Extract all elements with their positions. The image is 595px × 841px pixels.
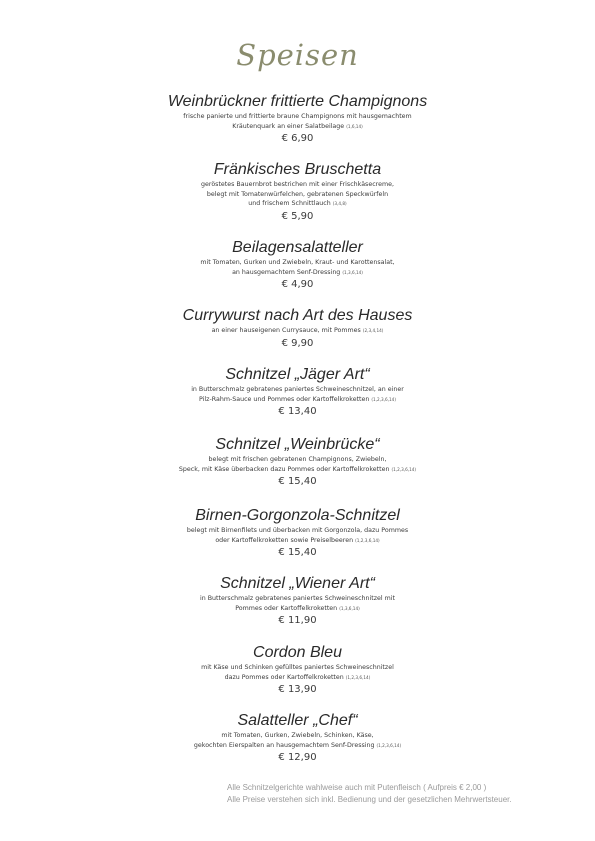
description-text: an hausgemachtem Senf-Dressing bbox=[232, 268, 341, 276]
description-line bbox=[0, 741, 595, 751]
description-line bbox=[0, 465, 595, 475]
dish-name: Schnitzel „Jäger Art“ bbox=[225, 366, 370, 383]
description-line bbox=[0, 526, 595, 536]
description-text: Pilz-Rahm-Sauce und Pommes oder Kartoffelkroketten bbox=[199, 395, 370, 403]
description-text: belegt mit Tomatenwürfelchen, gebratenen Speckwürfeln bbox=[206, 190, 389, 198]
description-text: gekochten Eierspalten an hausgemachtem Senf-Dressing bbox=[193, 741, 375, 749]
allergen-codes: (2,3,4,14) bbox=[362, 328, 384, 333]
description-line bbox=[0, 326, 595, 336]
dish-price: € 9,90 bbox=[281, 337, 314, 349]
description-text: belegt mit frischen gebratenen Champignons, Zwiebeln, bbox=[208, 456, 387, 463]
menu-item bbox=[0, 365, 595, 418]
menu-item bbox=[0, 92, 595, 145]
dish-name: Salatteller „Chef“ bbox=[237, 712, 358, 729]
dish-price: € 5,90 bbox=[281, 210, 314, 222]
dish-description bbox=[0, 258, 595, 277]
description-line bbox=[0, 594, 595, 604]
dish-description bbox=[0, 731, 595, 750]
description-text: in Butterschmalz gebratenes paniertes Schweineschnitzel mit bbox=[199, 595, 396, 602]
dish-price: € 11,90 bbox=[278, 615, 317, 627]
dish-name: Schnitzel „Weinbrücke“ bbox=[215, 436, 380, 453]
description-text: Kräutenquark an einer Salatbeilage bbox=[232, 122, 345, 130]
allergen-codes: (3,4,8) bbox=[332, 201, 347, 207]
description-line bbox=[0, 199, 595, 209]
menu-item bbox=[0, 711, 595, 764]
description-line bbox=[0, 673, 595, 683]
dish-description bbox=[0, 594, 595, 613]
footer-notes bbox=[227, 782, 512, 806]
description-text: an einer hauseigenen Currysauce, mit Pommes bbox=[211, 327, 361, 334]
description-line bbox=[0, 455, 595, 465]
dish-name: Fränkisches Bruschetta bbox=[213, 161, 382, 178]
dish-price: € 13,90 bbox=[278, 684, 317, 696]
allergen-codes: (1,2,3,6,14) bbox=[355, 537, 380, 543]
dish-description bbox=[0, 385, 595, 404]
description-text: belegt mit Birnenfilets und überbacken mit Gorgonzola, dazu Pommes bbox=[186, 527, 409, 534]
dish-price: € 4,90 bbox=[281, 279, 314, 291]
allergen-codes: (1,2,3,6,14) bbox=[391, 466, 417, 472]
menu-item bbox=[0, 306, 595, 350]
dish-description bbox=[0, 455, 595, 474]
description-line bbox=[0, 122, 595, 132]
dish-description bbox=[0, 180, 595, 209]
description-text: Speck, mit Käse überbacken dazu Pommes oder Kartoffelkroketten bbox=[178, 465, 390, 473]
menu-item bbox=[0, 643, 595, 696]
description-line bbox=[0, 268, 595, 278]
description-line bbox=[0, 536, 595, 546]
description-line bbox=[0, 180, 595, 190]
dish-price: € 15,40 bbox=[278, 547, 317, 559]
dish-price: € 15,40 bbox=[278, 476, 317, 488]
dish-name: Schnitzel „Wiener Art“ bbox=[220, 575, 375, 592]
dish-description bbox=[0, 326, 595, 336]
dish-description bbox=[0, 526, 595, 545]
allergen-codes: (1,2,3,6,14) bbox=[376, 742, 402, 748]
description-text: geröstetes Bauernbrot bestrichen mit einer Frischkäsecreme, bbox=[201, 181, 394, 188]
menu-item bbox=[0, 160, 595, 223]
description-text: frische panierte und frittierte braune Champignons mit hausgemachtem bbox=[183, 113, 412, 120]
description-text: mit Tomaten, Gurken, Zwiebeln, Schinken, Käse, bbox=[221, 732, 374, 739]
description-text: mit Käse und Schinken gefülltes paniertes Schweineschnitzel bbox=[201, 664, 394, 671]
menu-item bbox=[0, 506, 595, 559]
description-text: Pommes oder Kartoffelkroketten bbox=[235, 604, 338, 612]
menu-item bbox=[0, 574, 595, 627]
description-line bbox=[0, 663, 595, 673]
allergen-codes: (1,6,14) bbox=[346, 123, 363, 129]
menu-item bbox=[0, 238, 595, 291]
allergen-codes: (1,2,3,6,14) bbox=[371, 396, 396, 402]
dish-description bbox=[0, 112, 595, 131]
footer-note-turkey: Alle Schnitzelgerichte wahlweise auch mit Putenfleisch ( Aufpreis € 2,00 ) bbox=[227, 783, 487, 792]
menu-item bbox=[0, 435, 595, 488]
dish-name: Beilagensalatteller bbox=[232, 239, 363, 256]
description-text: dazu Pommes oder Kartoffelkroketten bbox=[224, 673, 344, 681]
description-text: mit Tomaten, Gurken und Zwiebeln, Kraut- und Karottensalat, bbox=[200, 259, 395, 266]
description-line bbox=[0, 190, 595, 200]
description-line bbox=[0, 385, 595, 395]
dish-name: Currywurst nach Art des Hauses bbox=[182, 307, 413, 324]
allergen-codes: (1,3,6,14) bbox=[339, 605, 360, 611]
description-text: in Butterschmalz gebratenes paniertes Schweineschnitzel, an einer bbox=[191, 386, 404, 393]
description-line bbox=[0, 258, 595, 268]
footer-note-prices: Alle Preise verstehen sich inkl. Bedienung und der gesetzlichen Mehrwertsteuer. bbox=[227, 795, 512, 804]
description-text: oder Kartoffelkroketten sowie Preiselbeeren bbox=[215, 536, 354, 544]
dish-price: € 13,40 bbox=[278, 406, 317, 418]
dish-name: Cordon Bleu bbox=[253, 644, 342, 661]
dish-price: € 12,90 bbox=[278, 752, 317, 764]
dish-description bbox=[0, 663, 595, 682]
description-line bbox=[0, 395, 595, 405]
dish-name: Birnen-Gorgonzola-Schnitzel bbox=[195, 507, 400, 524]
dish-price: € 6,90 bbox=[281, 133, 314, 145]
description-line bbox=[0, 112, 595, 122]
allergen-codes: (1,3,6,14) bbox=[342, 269, 363, 275]
allergen-codes: (1,2,3,6,14) bbox=[345, 674, 371, 680]
description-line bbox=[0, 604, 595, 614]
dish-name: Weinbrückner frittierte Champignons bbox=[167, 93, 428, 110]
page-heading: Speisen bbox=[236, 38, 359, 72]
description-text: und frischem Schnittlauch bbox=[248, 200, 331, 208]
description-line bbox=[0, 731, 595, 741]
